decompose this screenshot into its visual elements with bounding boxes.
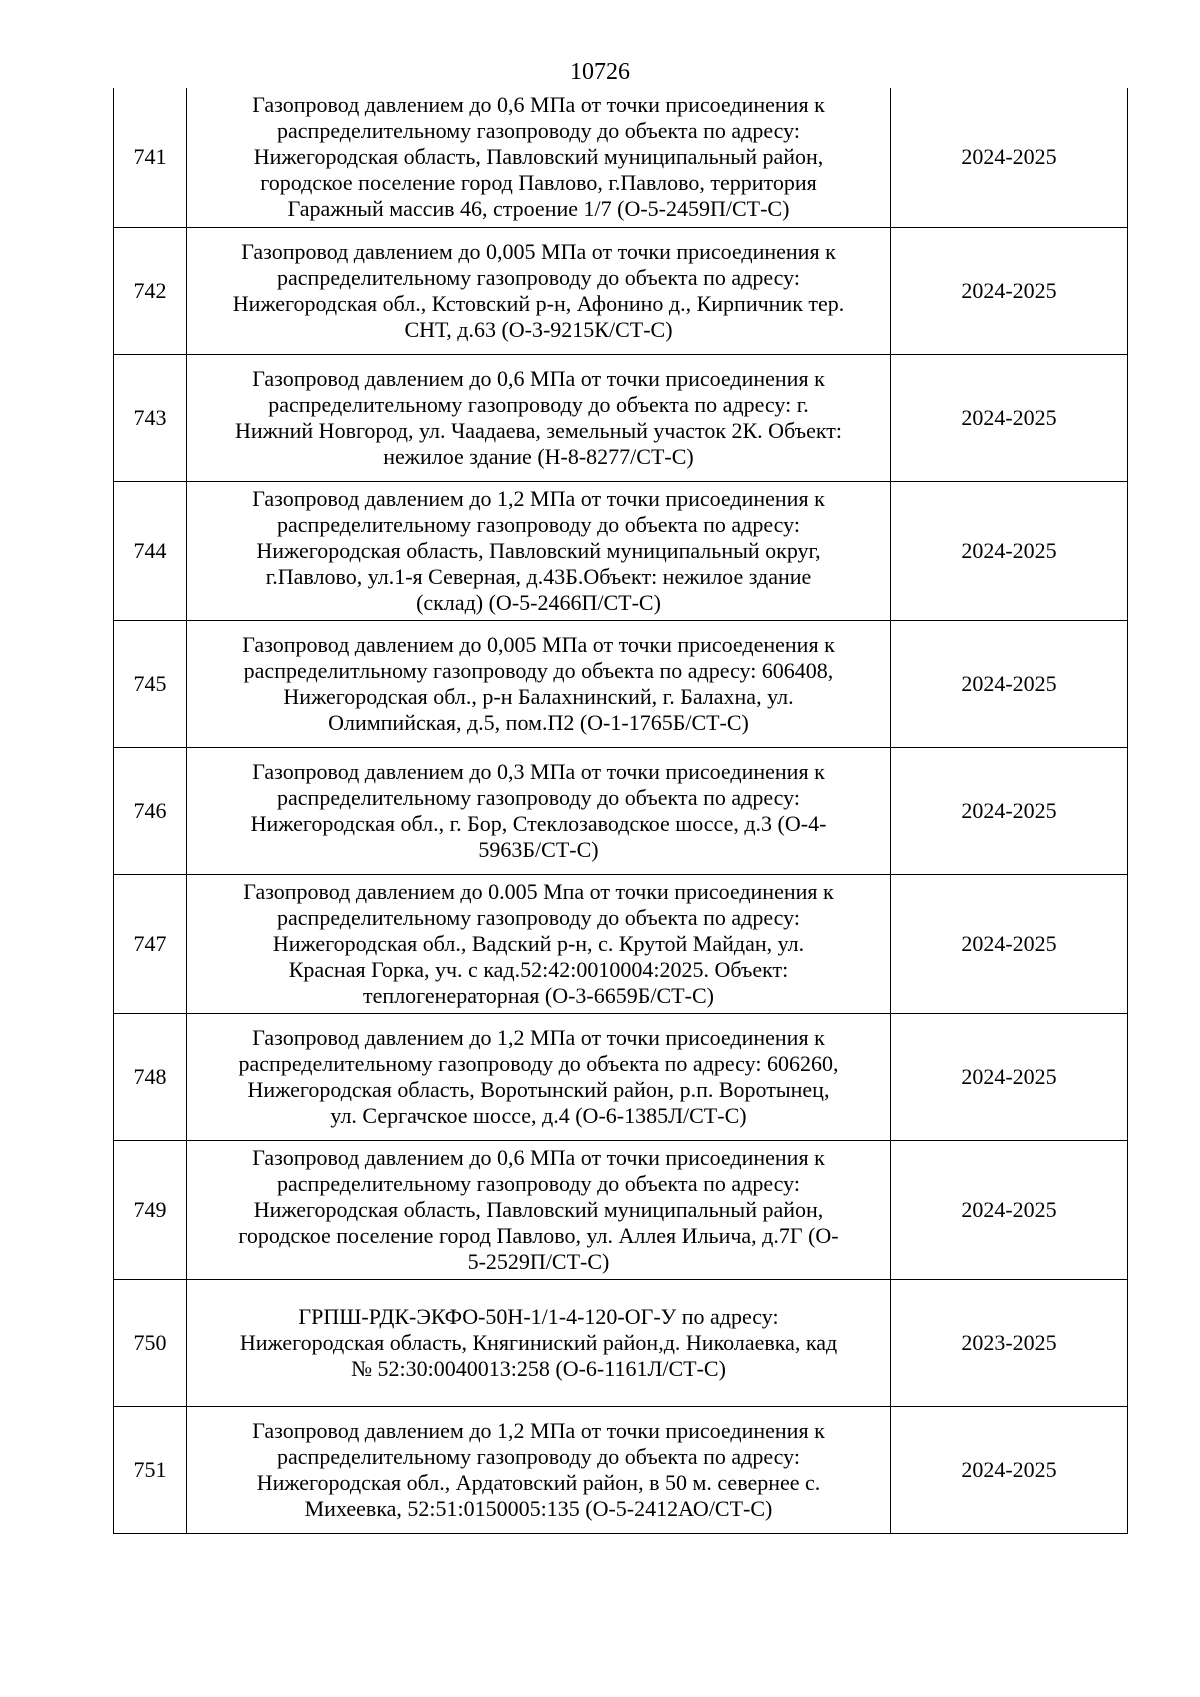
description-line: Михеевка, 52:51:0150005:135 (О-5-2412АО/СТ-С)	[304, 1495, 773, 1521]
description-line: Нижегородская область, Воротынский район, р.п. Воротынец,	[247, 1076, 830, 1102]
description-line: Нижний Новгород, ул. Чаадаева, земельный участок 2К. Объект:	[235, 417, 842, 443]
table-row	[114, 874, 1128, 1013]
table-row	[114, 1013, 1128, 1140]
row-description	[187, 227, 891, 354]
table-row	[114, 1406, 1128, 1533]
row-number: 746	[114, 747, 187, 874]
description-line: Олимпийская, д.5, пом.П2 (О-1-1765Б/СТ-С)	[328, 709, 749, 735]
description-line: городское поселение город Павлово, ул. Аллея Ильича, д.7Г (О-	[238, 1222, 839, 1248]
row-description	[187, 88, 891, 227]
row-number: 741	[114, 88, 187, 227]
table-row	[114, 747, 1128, 874]
row-description	[187, 1013, 891, 1140]
row-period: 2024-2025	[891, 874, 1128, 1013]
row-description	[187, 1140, 891, 1279]
objects-table	[113, 88, 1128, 1534]
description-line: Нижегородская обл., Ардатовский район, в 50 м. севернее с.	[256, 1469, 821, 1495]
description-line: Газопровод давлением до 1,2 МПа от точки присоединения к	[252, 1417, 825, 1443]
description-line: Газопровод давлением до 1,2 МПа от точки присоединения к	[252, 1024, 825, 1050]
description-line: № 52:30:0040013:258 (О-6-1161Л/СТ-С)	[351, 1355, 726, 1381]
description-line: нежилое здание (Н-8-8277/СТ-С)	[383, 443, 694, 469]
description-line: Газопровод давлением до 1,2 МПа от точки присоединения к	[252, 485, 825, 511]
row-description	[187, 354, 891, 481]
description-line: Нижегородская область, Павловский муниципальный район,	[253, 1196, 824, 1222]
description-line: Нижегородская обл., Кстовский р-н, Афонино д., Кирпичник тер.	[232, 290, 845, 316]
table-row	[114, 1140, 1128, 1279]
description-line: 5-2529П/СТ-С)	[467, 1248, 610, 1274]
description-line: СНТ, д.63 (О-3-9215К/СТ-С)	[404, 316, 673, 342]
table-row	[114, 620, 1128, 747]
row-period: 2024-2025	[891, 620, 1128, 747]
row-period: 2024-2025	[891, 1406, 1128, 1533]
row-period: 2024-2025	[891, 354, 1128, 481]
row-number: 749	[114, 1140, 187, 1279]
description-line: Газопровод давлением до 0,005 МПа от точки присоеденения к	[242, 631, 835, 657]
row-description	[187, 620, 891, 747]
description-line: распределитльному газопроводу до объекта по адресу: 606408,	[243, 657, 834, 683]
description-line: Газопровод давлением до 0,6 МПа от точки присоединения к	[252, 365, 825, 391]
row-number: 751	[114, 1406, 187, 1533]
description-line: распределительному газопроводу до объекта по адресу:	[277, 264, 800, 290]
description-line: Нижегородская область, Павловский муниципальный округ,	[256, 537, 821, 563]
page-number: 10726	[570, 59, 630, 85]
table-row	[114, 481, 1128, 620]
description-line: Нижегородская обл., р-н Балахнинский, г. Балахна, ул.	[283, 683, 794, 709]
row-period: 2024-2025	[891, 88, 1128, 227]
row-description	[187, 1279, 891, 1406]
row-number: 744	[114, 481, 187, 620]
description-line: распределительному газопроводу до объекта по адресу:	[277, 904, 800, 930]
row-period: 2024-2025	[891, 747, 1128, 874]
table-row	[114, 227, 1128, 354]
row-description	[187, 747, 891, 874]
row-description	[187, 874, 891, 1013]
table-row	[114, 88, 1128, 227]
description-line: 5963Б/СТ-С)	[478, 836, 599, 862]
row-description	[187, 1406, 891, 1533]
row-number: 743	[114, 354, 187, 481]
description-line: Нижегородская область, Павловский муниципальный район,	[253, 144, 824, 170]
row-period: 2024-2025	[891, 1140, 1128, 1279]
row-description	[187, 481, 891, 620]
description-line: г.Павлово, ул.1-я Северная, д.43Б.Объект: нежилое здание	[265, 563, 812, 589]
description-line: Нижегородская область, Княгиниский район,д. Николаевка, кад	[239, 1329, 838, 1355]
description-line: Нижегородская обл., Вадский р-н, с. Крутой Майдан, ул.	[272, 930, 805, 956]
description-line: Нижегородская обл., г. Бор, Стеклозаводское шоссе, д.3 (О-4-	[250, 810, 827, 836]
table-row	[114, 354, 1128, 481]
description-line: распределительному газопроводу до объекта по адресу:	[277, 511, 800, 537]
row-number: 745	[114, 620, 187, 747]
description-line: ул. Сергачское шоссе, д.4 (О-6-1385Л/СТ-С)	[330, 1102, 747, 1128]
table-body	[114, 88, 1128, 1533]
row-period: 2023-2025	[891, 1279, 1128, 1406]
description-line: Газопровод давлением до 0,005 МПа от точки присоединения к	[241, 238, 836, 264]
row-period: 2024-2025	[891, 227, 1128, 354]
description-line: Газопровод давлением до 0,6 МПа от точки присоединения к	[252, 1144, 825, 1170]
description-line: Газопровод давлением до 0.005 Мпа от точки присоединения к	[243, 878, 834, 904]
description-line: Красная Горка, уч. с кад.52:42:0010004:2025. Объект:	[288, 956, 789, 982]
description-line: (склад) (О-5-2466П/СТ-С)	[416, 589, 661, 615]
row-number: 750	[114, 1279, 187, 1406]
description-line: распределительному газопроводу до объекта по адресу:	[277, 1170, 800, 1196]
description-line: распределительному газопроводу до объекта по адресу:	[277, 1443, 800, 1469]
row-period: 2024-2025	[891, 481, 1128, 620]
row-number: 742	[114, 227, 187, 354]
row-number: 748	[114, 1013, 187, 1140]
description-line: распределительному газопроводу до объекта по адресу:	[277, 118, 800, 144]
row-period: 2024-2025	[891, 1013, 1128, 1140]
description-line: распределительному газопроводу до объекта по адресу: г.	[268, 391, 809, 417]
description-line: Гаражный массив 46, строение 1/7 (О-5-2459П/СТ-С)	[287, 196, 790, 222]
description-line: теплогенераторная (О-3-6659Б/СТ-С)	[363, 982, 714, 1008]
row-number: 747	[114, 874, 187, 1013]
table-row	[114, 1279, 1128, 1406]
description-line: городское поселение город Павлово, г.Павлово, территория	[260, 170, 817, 196]
description-line: распределительному газопроводу до объекта по адресу: 606260,	[238, 1050, 839, 1076]
description-line: Газопровод давлением до 0,6 МПа от точки присоединения к	[252, 92, 825, 118]
description-line: ГРПШ-РДК-ЭКФО-50Н-1/1-4-120-ОГ-У по адресу:	[298, 1303, 779, 1329]
description-line: Газопровод давлением до 0,3 МПа от точки присоединения к	[252, 758, 825, 784]
description-line: распределительному газопроводу до объекта по адресу:	[277, 784, 800, 810]
